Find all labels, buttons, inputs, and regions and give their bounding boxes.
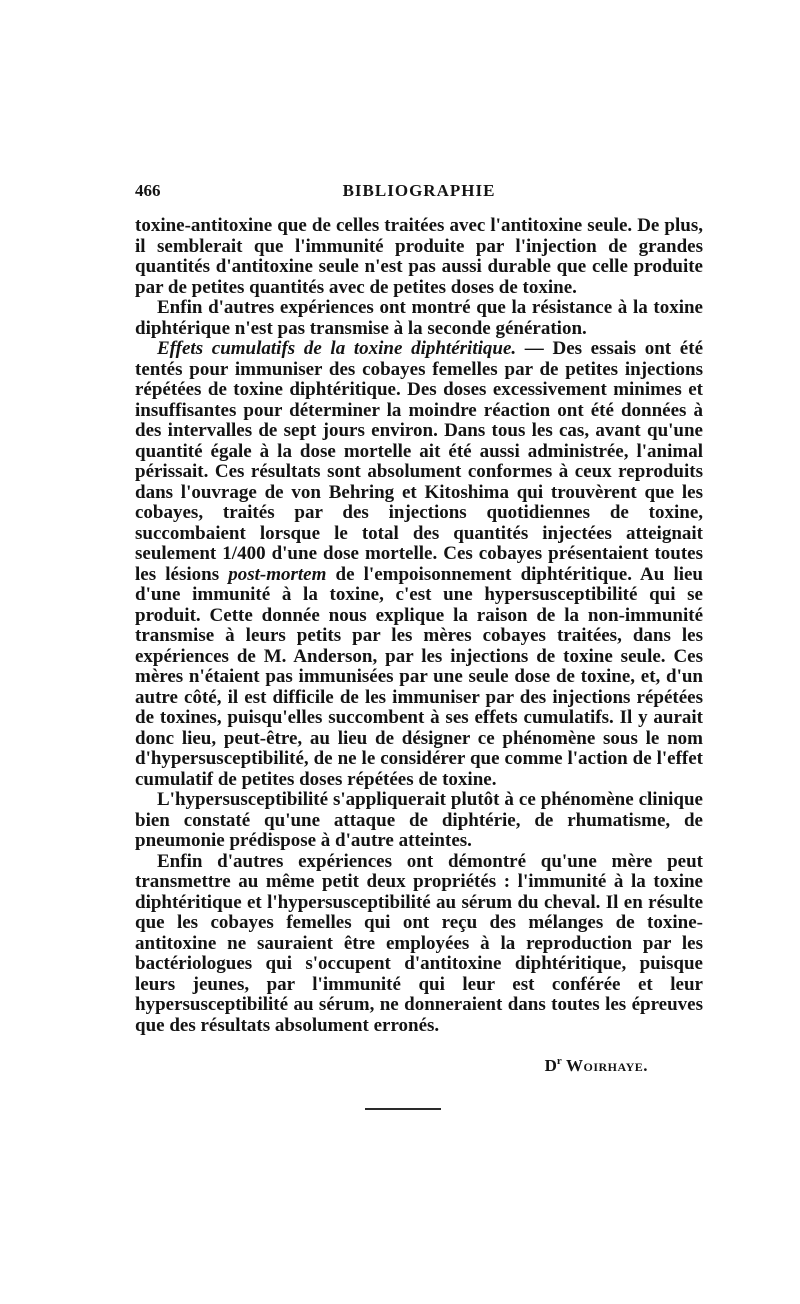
signature-name: Woirhaye. (566, 1056, 648, 1075)
paragraph (135, 339, 703, 790)
signature-title: D (544, 1056, 557, 1075)
signature-title-superscript: r (556, 1055, 562, 1067)
author-signature (545, 1056, 648, 1076)
paragraph-text: — Des essais ont été tentés pour immuniser des cobayes femelles par de petites injections répétées de toxine diphtéritique. Des doses excessivement minimes et insuffisantes pour déterminer la moindre réaction ont été données à des intervalles de sept jours environ. Dans tous les cas, avant qu'une quantité égale à la dose mortelle ait été aussi administrée, l'animal périssait. Ces résultats sont absolument conformes à ceux reproduits dans l'ouvrage de von Behring et Kitoshima qui trouvèrent que les cobayes, traités par des injections quotidiennes de toxine, succombaient lorsque le total des quantités injectées atteignait seulement 1/400 d'une dose mortelle. Ces cobayes présentaient toutes les lésions (135, 338, 703, 585)
article-body (135, 216, 703, 1036)
page-number: 466 (135, 181, 161, 200)
page-header (135, 181, 703, 205)
running-head: BIBLIOGRAPHIE (342, 181, 496, 200)
paragraph: Enfin d'autres expériences ont montré que la résistance à la toxine diphtérique n'est pas transmise à la seconde génération. (135, 297, 703, 339)
paragraph: toxine-antitoxine que de celles traitées avec l'antitoxine seule. De plus, il semblerait que l'immunité produite par l'injection de grandes quantités d'antitoxine seule n'est pas aussi durable que celle produite par de petites quantités avec de petites doses de toxine. (135, 215, 703, 298)
paragraph-text: de l'empoisonnement diphtéritique. Au lieu d'une immunité à la toxine, c'est une hypersusceptibilité qui se produit. Cette donnée nous explique la raison de la non-immunité transmise à leurs petits par les mères cobayes traitées, dans les expériences de M. Anderson, par les injections de toxine seule. Ces mères n'étaient pas immunisées par une seule dose de toxine, et, d'un autre côté, il est difficile de les immuniser par des injections répétées de toxines, puisqu'elles succombent à ses effets cumulatifs. Il y aurait donc lieu, peut-être, au lieu de désigner ce phénomène sous le nom d'hypersusceptibilité, de ne le considérer que comme l'action de l'effet cumulatif de petites doses répétées de toxine. (135, 563, 703, 790)
end-rule (365, 1108, 441, 1110)
paragraph: L'hypersusceptibilité s'appliquerait plutôt à ce phénomène clinique bien constaté qu'une attaque de diphtérie, de rhumatisme, de pneumonie prédispose à d'autre atteintes. (135, 789, 703, 851)
section-heading-italic: Effets cumulatifs de la toxine diphtéritique. (157, 338, 517, 359)
paragraph: Enfin d'autres expériences ont démontré qu'une mère peut transmettre au même petit deux propriétés : l'immunité à la toxine diphtéritique et l'hypersusceptibilité au sérum du cheval. Il en résulte que les cobayes femelles qui ont reçu des mélanges de toxine-antitoxine ne sauraient être employées à la reproduction par les bactériologues qui s'occupent d'antitoxine diphtéritique, puisque leurs jeunes, par l'immunité qui leur est conférée et leur hypersusceptibilité au sérum, ne donneraient dans toutes les épreuves que des résultats absolument erronés. (135, 850, 703, 1036)
italic-term: post-mortem (228, 563, 327, 585)
